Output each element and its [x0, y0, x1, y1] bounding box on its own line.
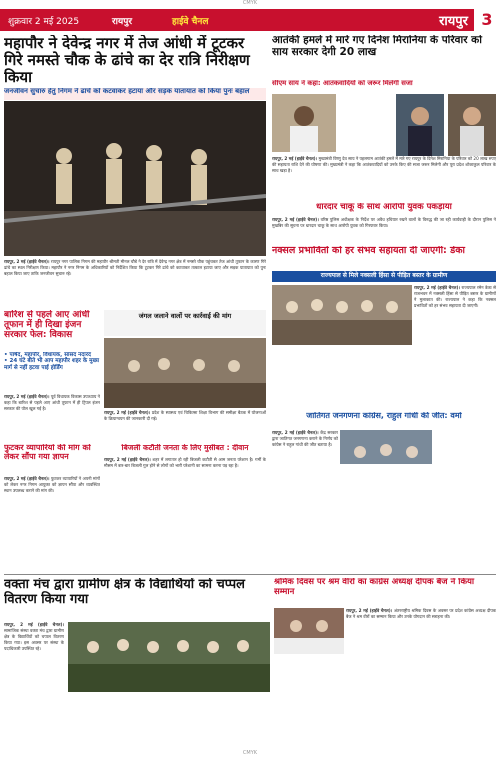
terror-photo-3: [448, 94, 496, 156]
health-dateline: रायपुर, 2 मई (हाईवे चैनल)।: [104, 410, 151, 415]
color-registration-bottom: CMYK: [242, 750, 258, 756]
main-dateline-body: [4, 259, 266, 305]
knife-body: वरिष्ठ पुलिस अधीक्षक के निर्देश पर अवैध हथियार रखने वालों के विरुद्ध की जा रही कार्यवाही के दौरान पुलिस ने मुखबिर की सूचना पर धारदार चाकू के साथ आरोपी युवक को गिरफ्तार किया।: [272, 217, 496, 228]
knife-dateline: रायपुर, 2 मई (हाईवे चैनल)।: [272, 217, 319, 222]
naxal-headline: नक्सल प्रभावितों को हर संभव सहायता दी जाएगी: डेका: [272, 246, 465, 256]
color-registration-top: CMYK: [242, 0, 258, 6]
masthead-date: शुक्रवार 2 मई 2025: [8, 16, 80, 27]
labour-text: [346, 608, 496, 744]
rain-body: पूर्व विधायक विकास उपाध्याय ने कहा कि बारिश से पहले आए आंधी तूफान में ही ट्रिपल इंजन सरकार की पोल खुल गई है।: [4, 394, 100, 411]
students-photo: [68, 622, 270, 692]
students-text: [4, 622, 64, 744]
hawkers-dateline: रायपुर, 2 मई (हाईवे चैनल)।: [4, 476, 50, 481]
census-photo: [340, 430, 432, 490]
labour-dateline: रायपुर, 2 मई (हाईवे चैनल)।: [346, 608, 393, 613]
students-body: सामाजिक संस्था वक्ता मंच द्वारा ग्रामीण क्षेत्र के विद्यार्थियों को चप्पल वितरण किया गया। इस अवसर पर संस्था के पदाधिकारी उपस्थित रहे।: [4, 627, 64, 651]
main-dateline: रायपुर, 2 मई (हाईवे चैनल)।: [4, 259, 50, 264]
main-photo: [4, 101, 266, 256]
hawkers-headline: फुटकर व्यापारियों की मांग को लेकर सौंपा गया ज्ञापन: [4, 444, 91, 461]
knife-text: [272, 217, 496, 243]
terror-photo-1: [272, 94, 336, 152]
masthead-brand: हाईवे चैनल: [172, 16, 209, 27]
naxal-body: राज्यपाल रमेन डेका से राजभवन में नक्सली हिंसा से पीड़ित बस्तर के ग्रामीणों ने मुलाकात की। राज्यपाल ने कहा कि नक्सल प्रभावितों को हर संभव सहायता दी जाएगी।: [414, 285, 496, 308]
main-subhead: जनजीवन सुचारु हेतु निगम ने ढांचे को कटवाकर हटाया और सड़क यातायात को किया पुनः बहाल: [4, 88, 266, 100]
health-photo: [104, 338, 266, 408]
terror-text: [272, 156, 496, 198]
main-headline: महापौर ने देवेन्द्र नगर में तेज आंधी में टूटकर गिरे नमस्ते चौक के ढांचे का देर रात्रि निरीक्षण किया: [4, 35, 250, 85]
hawkers-text: [4, 476, 100, 570]
main-body: रायपुर नगर पालिक निगम की महापौर श्रीमती मीनल चौबे ने देर रात्रि में देवेन्द्र नगर क्षेत्र में नमस्ते चौक पहुंचकर तेज आंधी तूफान के कारण गिरे ढांचे का स्थल निरीक्षण किया। महापौर ने नगर निगम के अधिकारियों को निर्देशित किया कि टूटकर गिरे ढांचे को कटवाकर तत्काल हटाया जाए और सड़क यातायात को पुनः बहाल किया जाए ताकि जनजीवन सुचारु रहे।: [4, 259, 266, 276]
terror-photo-2: [396, 94, 444, 156]
census-dateline: रायपुर, 2 मई (हाईवे चैनल)।: [272, 430, 319, 435]
terror-headline: आतंकी हमले में मारे गए दिनेश मिरानिया के परिवार को साय सरकार देगी 20 लाख: [272, 35, 482, 58]
section-divider: [4, 574, 496, 575]
terror-subhead: सीएम साय ने कहा: आतंकवादियों को जरूर मिलेगी सजा: [272, 80, 413, 87]
labour-body: अंतरराष्ट्रीय श्रमिक दिवस के अवसर पर प्रदेश कांग्रेस अध्यक्ष दीपक बैज ने श्रम वीरों का सम्मान किया और उनके योगदान की सराहना की।: [346, 608, 496, 619]
naxal-dateline: रायपुर, 2 मई (हाईवे चैनल)।: [414, 285, 460, 290]
rain-bullets: • पार्षद, महापौर, विधायक, सांसद नदारद • 24 घंटे बीते भी आप महापौर शहर के मुख्य मार्ग से नहीं हटवा पाई होर्डिंग: [4, 352, 100, 371]
power-dateline: रायपुर, 2 मई (हाईवे चैनल)।: [104, 457, 151, 462]
rain-dateline: रायपुर, 2 मई (हाईवे चैनल)।: [4, 394, 50, 399]
students-headline: वक्ता मंच द्वारा ग्रामीण क्षेत्र के विद्यार्थियों को चप्पल वितरण किया गया: [4, 578, 245, 607]
census-text: [272, 430, 338, 510]
health-text: [104, 410, 266, 440]
naxal-photo: [272, 285, 412, 345]
students-dateline: रायपुर, 2 मई (हाईवे चैनल)।: [4, 622, 64, 627]
power-body: शहर में लगातार हो रही बिजली कटौती से आम जनता परेशान है। गर्मी के मौसम में बार-बार बिजली गुल होने से लोगों को भारी परेशानी का सामना करना पड़ रहा है।: [104, 457, 266, 468]
page-number: 3: [474, 9, 500, 31]
knife-headline: धारदार चाकू के साथ आरोपी युवक पकड़ाया: [316, 203, 452, 212]
naxal-subhead: राज्यपाल से मिले नक्सली हिंसा से पीड़ित बस्तर के ग्रामीण: [272, 271, 496, 282]
health-band: जंगल जलाने वालों पर कार्रवाई की मांग: [104, 310, 266, 336]
census-headline: जातिगत जनगणना कांग्रेस, राहुल गांधी की जीत: वर्मा: [306, 412, 462, 420]
masthead-city: रायपुर: [112, 16, 133, 27]
power-headline: बिजली कटौती जनता के लिए मुसीबत : दीवान: [121, 444, 249, 452]
census-body: केंद्र सरकार द्वारा जातिगत जनगणना कराने के निर्णय को कांग्रेस ने राहुल गांधी की जीत बताया है।: [272, 430, 338, 447]
rain-headline: बारिश से पहले आए आंधी तूफान में ही दिखा इंजन सरकार फेल: विकास: [4, 310, 90, 341]
terror-body: मुख्यमंत्री विष्णु देव साय ने पहलगाम आतंकी हमले में मारे गए रायपुर के दिनेश मिरानिया के परिवार को 20 लाख रुपए की सहायता राशि देने की घोषणा की। मुख्यमंत्री ने कहा कि आतंकवादियों को उनके किए की सजा जरूर मिलेगी और पूरा प्रदेश शोकाकुल परिवार के साथ खड़ा है।: [272, 156, 496, 173]
power-text: [104, 457, 266, 509]
terror-dateline: रायपुर, 2 मई (हाईवे चैनल)।: [272, 156, 318, 161]
hawkers-body: फुटकर व्यापारियों ने अपनी मांगों को लेकर नगर निगम आयुक्त को ज्ञापन सौंपा और व्यवस्थित स्थान उपलब्ध कराने की मांग की।: [4, 476, 100, 493]
masthead: [0, 9, 500, 31]
naxal-text: [414, 285, 496, 371]
rain-text: [4, 394, 100, 440]
labour-photo: [274, 608, 344, 654]
labour-headline: श्रमिक दिवस पर श्रम वीरों का कांग्रेस अध्यक्ष दीपक बैज ने किया सम्मान: [274, 578, 475, 597]
health-body: प्रदेश के स्वास्थ्य एवं चिकित्सा शिक्षा विभाग की समीक्षा बैठक में योजनाओं के क्रियान्वयन की जानकारी दी गई।: [104, 410, 266, 421]
page-city: रायपुर: [439, 14, 468, 29]
